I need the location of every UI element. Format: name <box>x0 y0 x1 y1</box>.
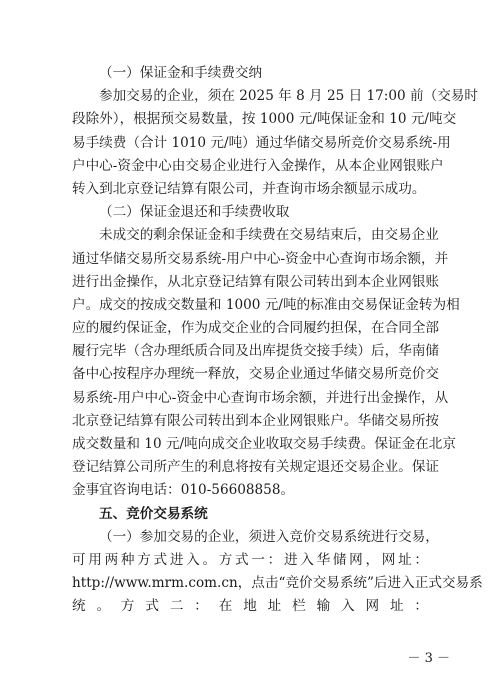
text-line: 可用两种方式进入。方式一：进入华储网，网址： <box>72 551 428 568</box>
text-line: 金事宜咨询电话：010-56608858。 <box>72 482 295 499</box>
section-heading: （二）保证金退还和手续费收取 <box>99 204 290 221</box>
document-body <box>72 62 483 619</box>
text-line: 易手续费（合计 1010 元/吨）通过华储交易所竞价交易系统-用 <box>72 134 451 151</box>
text-line: 应的履约保证金，作为成交企业的合同履约担保，在合同全部 <box>72 320 440 337</box>
text-line: http://www.mrm.com.cn，点击“竞价交易系统”后进入正式交易系 <box>72 575 483 592</box>
text-line: 段除外），根据预交易数量，按 1000 元/吨保证金和 10 元/吨交 <box>72 111 457 128</box>
text-line: 户中心-资金中心由交易企业进行入金操作，从本企业网银账户 <box>72 157 444 174</box>
text-line: 参加交易的企业，须在 2025 年 8 月 25 日 17:00 前（交易时 <box>99 88 478 105</box>
text-line: 易系统-用户中心-资金中心查询市场余额，并进行出金操作，从 <box>72 389 449 406</box>
text-line: 北京登记结算有限公司转出到本企业网银账户。华储交易所按 <box>72 412 440 429</box>
section-heading: 五、竞价交易系统 <box>99 505 208 522</box>
text-line: 户。成交的按成交数量和 1000 元/吨的标准由交易保证金转为相 <box>72 296 460 313</box>
text-line: 统。方式二：在地址栏输入网址： <box>72 598 428 615</box>
text-line: 通过华储交易所交易系统-用户中心-资金中心查询市场余额，并 <box>72 250 449 267</box>
text-line: 备中心按程序办理统一释放，交易企业通过华储交易所竞价交 <box>72 366 440 383</box>
text-line: （一）参加交易的企业，须进入竞价交易系统进行交易， <box>99 528 439 545</box>
text-line: 登记结算公司所产生的利息将按有关规定退还交易企业。保证 <box>72 459 440 476</box>
text-line: 转入到北京登记结算有限公司，并查询市场余额显示成功。 <box>72 180 426 197</box>
text-line: 未成交的剩余保证金和手续费在交易结束后，由交易企业 <box>99 227 439 244</box>
section-heading: （一）保证金和手续费交纳 <box>99 65 263 81</box>
text-line: 成交数量和 10 元/吨向成交企业收取交易手续费。保证金在北京 <box>72 436 456 452</box>
text-line: 进行出金操作，从北京登记结算有限公司转出到本企业网银账 <box>72 273 440 290</box>
text-line: 履行完毕（含办理纸质合同及出库提货交接手续）后，华南储 <box>72 343 440 360</box>
page-number: － 3 － <box>407 651 450 666</box>
